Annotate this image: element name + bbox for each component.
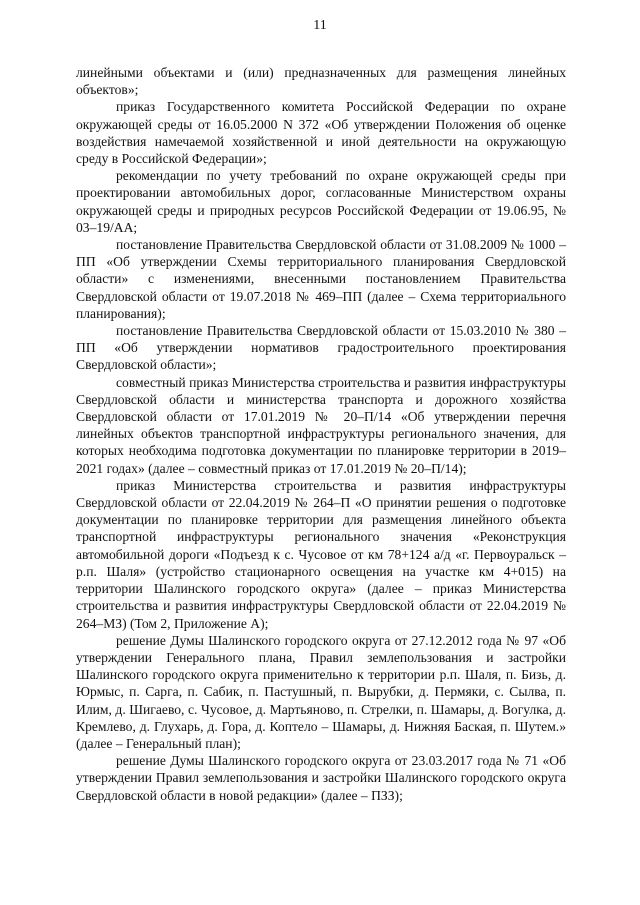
paragraph-joint-order: совместный приказ Министерства строительства и развития инфраструктуры Свердловской области и министерства транспорта и дорожного хозяйства Свердловской области от 17.01.2019 № 20–П/14 «Об утверждении перечня линейных объектов транспортной инфраструктуры регионального значения, для которых необходима подготовка документации по планировке территории в 2019–2021 годах» (далее – совместный приказ от 17.01.2019 № 20–П/14); — [76, 374, 566, 476]
paragraph-urban-planning-standards: постановление Правительства Свердловской области от 15.03.2010 № 380 – ПП «Об утверждении нормативов градостроительного проектирования Свердловской области»; — [76, 323, 566, 373]
paragraph-general-plan-decision: решение Думы Шалинского городского округа от 27.12.2012 года № 97 «Об утверждении Генерального плана, Правил землепользования и застройки Шалинского городского округа применительно к территории р.п. Шаля, п. Бизь, д. Юрмыс, п. Сарга, п. Сабик, п. Пастушный, п. Вырубки, д. Пермяки, с. Сылва, п. Илим, д. Шигаево, с. Чусовое, д. Мартьяново, п. Стрелки, п. Шамары, д. Вогулка, д. Кремлево, д. Глухарь, д. Гора, д. Коптело – Шамары, д. Нижняя Баская, п. Шутем.» (далее – Генеральный план); — [76, 632, 566, 751]
paragraph-land-use-rules-decision: решение Думы Шалинского городского округа от 23.03.2017 года № 71 «Об утверждении Правил землепользования и застройки Шалинского городского округа Свердловской области в новой редакции» (далее – ПЗЗ); — [76, 753, 566, 803]
page-number: 11 — [313, 18, 327, 33]
paragraph-order-state-committee: приказ Государственного комитета Российской Федерации по охране окружающей среды от 16.05.2000 N 372 «Об утверждении Положения об оценке воздействия намечаемой хозяйственной и иной деятельности на окружающую среду в Российской Федерации»; — [76, 99, 566, 167]
paragraph-recommendations: рекомендации по учету требований по охране окружающей среды при проектировании автомобильных дорог, согласованные Министерством охраны окружающей среды и природных ресурсов Российской Федерации от 19.06.95, № 03–19/АА; — [76, 168, 566, 235]
document-body — [76, 64, 566, 804]
paragraph-ministry-order: приказ Министерства строительства и развития инфраструктуры Свердловской области от 22.04.2019 № 264–П «О принятии решения о подготовке документации по планировке территории для размещения линейного объекта транспортной инфраструктуры регионального значения «Реконструкция автомобильной дороги «Подъезд к с. Чусовое от км 78+124 а/д «г. Первоуральск – р.п. Шаля» (устройство стационарного освещения на участке км 4+015) на территории Шалинского городского округа» (далее – приказ Министерства строительства и развития инфраструктуры Свердловской области от 22.04.2019 № 264–МЗ) (Том 2, Приложение А); — [76, 477, 566, 631]
paragraph-territorial-planning-scheme: постановление Правительства Свердловской области от 31.08.2009 № 1000 – ПП «Об утверждении Схемы территориального планирования Свердловской области» с изменениями, внесенными постановлением Правительства Свердловской области от 19.07.2018 № 469–ПП (далее – Схема территориального планирования); — [76, 237, 566, 321]
paragraph-continuation: линейными объектами и (или) предназначенных для размещения линейных объектов»; — [76, 65, 566, 98]
